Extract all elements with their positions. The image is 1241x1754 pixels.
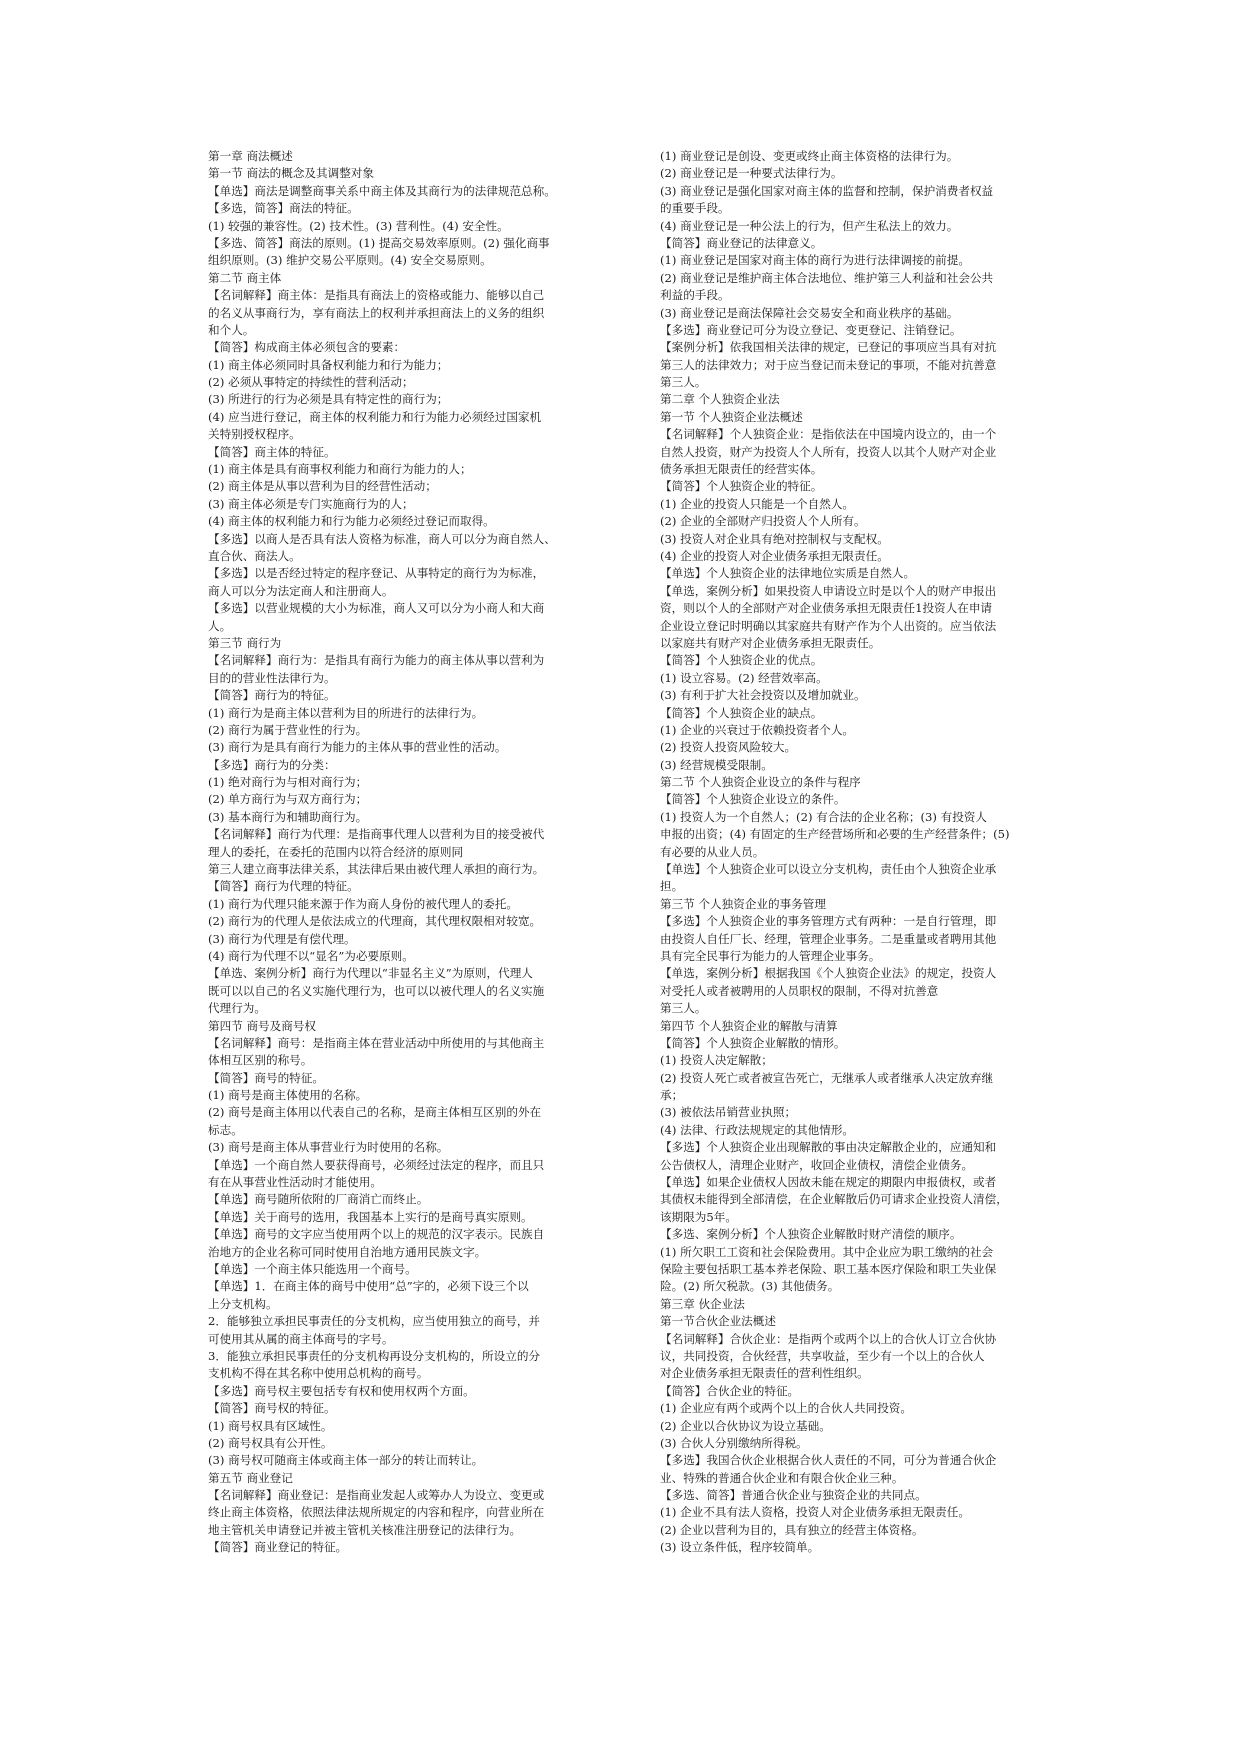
text-line: 【多选】以商人是否具有法人资格为标准，商人可以分为商自然人、 bbox=[208, 531, 556, 546]
text-line: (4) 法律、行政法规规定的其他情形。 bbox=[660, 1122, 855, 1137]
text-line: 【简答】个人独资企业设立的条件。 bbox=[660, 792, 846, 807]
text-line: (2) 商行为的代理人是依法成立的代理商，其代理权限相对较宽。 bbox=[208, 914, 542, 929]
text-line: (1) 商行为是商主体以营利为目的所进行的法律行为。 bbox=[208, 705, 484, 720]
text-line: (2) 投资人死亡或者被宣告死亡，无继承人或者继承人决定放弃继 bbox=[660, 1070, 994, 1085]
text-line: 承； bbox=[660, 1088, 684, 1103]
text-line: 【多选】我国合伙企业根据合伙人责任的不同，可分为普通合伙企 bbox=[660, 1453, 997, 1468]
text-line: 【简答】个人独资企业解散的情形。 bbox=[660, 1035, 846, 1050]
text-line: 有在从事营业性活动时才能使用。 bbox=[208, 1175, 382, 1190]
text-line: (4) 商行为代理不以“显名”为必要原则。 bbox=[208, 948, 414, 963]
text-line: 地主管机关申请登记并被主管机关核准注册登记的法律行为。 bbox=[208, 1522, 522, 1537]
text-line: 【案例分析】依我国相关法律的规定，已登记的事项应当具有对抗 bbox=[660, 340, 997, 355]
text-line: 第三人。 bbox=[660, 375, 707, 390]
text-line: (1) 商行为代理只能来源于作为商人身份的被代理人的委托。 bbox=[208, 896, 518, 911]
text-line: (1) 商业登记是国家对商主体的商行为进行法律调接的前提。 bbox=[660, 253, 970, 268]
text-line: (1) 商号是商主体使用的名称。 bbox=[208, 1088, 368, 1103]
text-line: 以家庭共有财产对企业债务承担无限责任。 bbox=[660, 635, 881, 650]
text-line: 的重要手段。 bbox=[660, 201, 730, 216]
text-line: 具有完全民事行为能力的人管理企业事务。 bbox=[660, 948, 881, 963]
text-line: 2．能够独立承担民事责任的分支机构，应当使用独立的商号，并 bbox=[208, 1314, 541, 1329]
text-line: 债务承担无限责任的经营实体。 bbox=[660, 462, 823, 477]
text-line: (4) 企业的投资人对企业债务承担无限责任。 bbox=[660, 548, 889, 563]
text-line: 【简答】商行为代理的特征。 bbox=[208, 879, 359, 894]
text-line: (3) 商号权可随商主体或商主体一部分的转让而转让。 bbox=[208, 1453, 484, 1468]
text-line: 对受托人或者被聘用的人员职权的限制，不得对抗善意 bbox=[660, 983, 939, 998]
text-line: (3) 商行为代理是有偿代理。 bbox=[208, 931, 356, 946]
text-line: 业、特殊的普通合伙企业和有限合伙企业三种。 bbox=[660, 1470, 904, 1485]
text-line: (1) 企业不具有法人资格，投资人对企业债务承担无限责任。 bbox=[660, 1505, 970, 1520]
text-line: 保险主要包括职工基本养老保险、职工基本医疗保险和职工失业保 bbox=[660, 1262, 997, 1276]
text-line: 理人的委托，在委托的范围内以符合经济的原则同 bbox=[208, 844, 464, 859]
text-line: (1) 较强的兼容性。(2) 技术性。(3) 营利性。(4) 安全性。 bbox=[208, 218, 509, 233]
text-line: 该期限为5年。 bbox=[660, 1209, 737, 1224]
text-line: 组织原则。(3) 维护交易公平原则。(4) 安全交易原则。 bbox=[208, 253, 492, 268]
text-line: 【多选，简答】商法的特征。 bbox=[208, 201, 359, 216]
text-line: (2) 商号权具有公开性。 bbox=[208, 1435, 333, 1450]
text-line: 标志。 bbox=[208, 1122, 243, 1137]
text-line: 【多选】个人独资企业的事务管理方式有两种：一是自行管理，即 bbox=[660, 914, 997, 929]
text-line: 【多选】个人独资企业出现解散的事由决定解散企业的，应通知和 bbox=[660, 1140, 997, 1155]
text-line: 【多选、简答】普通合伙企业与独资企业的共同点。 bbox=[660, 1488, 927, 1503]
text-line: 关特别授权程序。 bbox=[208, 427, 301, 442]
text-line: (3) 合伙人分别缴纳所得税。 bbox=[660, 1435, 808, 1450]
text-line: (1) 商业登记是创设、变更或终止商主体资格的法律行为。 bbox=[660, 149, 959, 163]
text-line: (2) 商行为属于营业性的行为。 bbox=[208, 722, 368, 737]
text-line: 申报的出资；(4) 有固定的生产经营场所和必要的生产经营条件；(5) bbox=[660, 827, 1010, 842]
text-line: (1) 商主体必须同时具备权利能力和行为能力； bbox=[208, 357, 449, 372]
text-line: 第一节合伙企业法概述 bbox=[660, 1314, 776, 1329]
text-line: 3．能独立承担民事责任的分支机构再设分支机构的，所设立的分 bbox=[208, 1348, 541, 1363]
text-line: (1) 所欠职工工资和社会保险费用。其中企业应为职工缴纳的社会 bbox=[660, 1244, 994, 1259]
text-line: 企业设立登记时明确以其家庭共有财产作为个人出资的。应当依法 bbox=[660, 618, 997, 633]
text-line: 【单选】如果企业债权人因故未能在规定的期限内申报债权，或者 bbox=[660, 1175, 997, 1190]
text-line: 【单选，案例分析】根据我国《个人独资企业法》的规定，投资人 bbox=[660, 966, 997, 981]
text-line: 第三节 商行为 bbox=[208, 635, 282, 650]
text-line: (2) 商业登记是一种要式法律行为。 bbox=[660, 166, 843, 181]
text-line: 【多选、简答】商法的原则。(1) 提高交易效率原则。(2) 强化商事 bbox=[208, 235, 550, 250]
text-line: (4) 应当进行登记，商主体的权利能力和行为能力必须经过国家机 bbox=[208, 409, 542, 424]
text-line: 第三人的法律效力；对于应当登记而未登记的事项，不能对抗善意 bbox=[660, 357, 997, 372]
text-line: 目的的营业性法律行为。 bbox=[208, 670, 336, 685]
text-line: (1) 企业应有两个或两个以上的合伙人共同投资。 bbox=[660, 1401, 912, 1416]
text-line: 第一节 商法的概念及其调整对象 bbox=[208, 166, 374, 181]
text-line: 治地方的企业名称可同时使用自治地方通用民族文字。 bbox=[208, 1244, 487, 1259]
text-line: 【单选、案例分析】商行为代理以“非显名主义”为原则，代理人 bbox=[208, 966, 533, 981]
text-line: 自然人投资，财产为投资人个人所有，投资人以其个人财产对企业 bbox=[660, 444, 997, 459]
text-line: 第二章 个人独资企业法 bbox=[660, 392, 780, 407]
text-line: 【多选】以营业规模的大小为标准，商人又可以分为小商人和大商 bbox=[208, 601, 545, 616]
text-line: (3) 投资人对企业具有绝对控制权与支配权。 bbox=[660, 531, 889, 546]
text-line: 第二节 个人独资企业设立的条件与程序 bbox=[660, 775, 861, 790]
text-line: 担。 bbox=[660, 879, 684, 894]
text-line: (4) 商业登记是一种公法上的行为，但产生私法上的效力。 bbox=[660, 218, 959, 233]
text-line: 资，则以个人的全部财产对企业债务承担无限责任1投资人在申请 bbox=[660, 601, 993, 616]
text-line: 【简答】个人独资企业的特征。 bbox=[660, 479, 823, 494]
text-line: (1) 投资人决定解散； bbox=[660, 1053, 773, 1068]
text-line: 【单选】一个商自然人要获得商号，必须经过法定的程序，而且只 bbox=[208, 1157, 545, 1172]
text-line: 的名义从事商行为，享有商法上的权利并承担商法上的义务的组织 bbox=[208, 305, 545, 320]
text-line: (1) 投资人为一个自然人；(2) 有合法的企业名称；(3) 有投资人 bbox=[660, 809, 987, 824]
text-line: (1) 绝对商行为与相对商行为； bbox=[208, 775, 368, 790]
text-line: 第三章 伙企业法 bbox=[660, 1296, 745, 1311]
text-line: (3) 商业登记是强化国家对商主体的监督和控制，保护消费者权益 bbox=[660, 183, 994, 198]
left-text-column bbox=[208, 148, 626, 1557]
text-line: 上分支机构。 bbox=[208, 1296, 278, 1311]
text-line: 其债权未能得到全部清偿，在企业解散后仍可请求企业投资人清偿， bbox=[660, 1192, 1008, 1207]
text-line: 【单选】1．在商主体的商号中使用“总”字的，必须下设三个以 bbox=[208, 1279, 529, 1294]
text-line: (3) 被依法吊销营业执照； bbox=[660, 1105, 797, 1120]
text-line: 【多选】商行为的分类： bbox=[208, 757, 336, 772]
text-line: 【简答】商行为的特征。 bbox=[208, 688, 336, 703]
text-line: 【简答】商业登记的法律意义。 bbox=[660, 235, 823, 250]
text-line: 第二节 商主体 bbox=[208, 270, 282, 285]
text-line: 【简答】商号权的特征。 bbox=[208, 1401, 336, 1416]
text-line: 【简答】合伙企业的特征。 bbox=[660, 1383, 800, 1398]
text-line: (2) 投资人投资风险较大。 bbox=[660, 740, 797, 755]
text-line: 【多选】商号权主要包括专有权和使用权两个方面。 bbox=[208, 1383, 475, 1398]
text-line: 【单选】商法是调整商事关系中商主体及其商行为的法律规范总称。 bbox=[208, 183, 556, 198]
text-line: 【简答】商业登记的特征。 bbox=[208, 1540, 348, 1555]
text-line: 第三人。 bbox=[660, 1001, 707, 1016]
text-line: 【简答】个人独资企业的缺点。 bbox=[660, 705, 823, 720]
text-line: 【单选】商号的文字应当使用两个以上的规范的汉字表示。民族自 bbox=[208, 1227, 545, 1242]
text-line: 第四节 个人独资企业的解散与清算 bbox=[660, 1018, 838, 1033]
text-line: 第三人建立商事法律关系，其法律后果由被代理人承担的商行为。 bbox=[208, 862, 545, 877]
text-line: (2) 单方商行为与双方商行为； bbox=[208, 792, 368, 807]
text-line: (2) 企业以营利为目的，具有独立的经营主体资格。 bbox=[660, 1522, 924, 1537]
text-line: (2) 企业以合伙协议为设立基础。 bbox=[660, 1418, 831, 1433]
text-line: (3) 商行为是具有商行为能力的主体从事的营业性的活动。 bbox=[208, 740, 507, 755]
text-line: 【单选】个人独资企业的法律地位实质是自然人。 bbox=[660, 566, 916, 581]
text-line: (1) 企业的投资人只能是一个自然人。 bbox=[660, 496, 855, 511]
text-line: 【单选，案例分析】如果投资人申请设立时是以个人的财产申报出 bbox=[660, 583, 997, 598]
text-line: (2) 企业的全部财产归投资人个人所有。 bbox=[660, 514, 866, 529]
text-line: 体相互区别的称号。 bbox=[208, 1053, 313, 1068]
text-line: (4) 商主体的权利能力和行为能力必须经过登记而取得。 bbox=[208, 514, 495, 529]
text-line: 【单选】个人独资企业可以设立分支机构，责任由个人独资企业承 bbox=[660, 862, 997, 877]
text-line: 既可以以自己的名义实施代理行为，也可以以被代理人的名义实施 bbox=[208, 983, 545, 998]
text-line: 【名词解释】合伙企业：是指两个或两个以上的合伙人订立合伙协 bbox=[660, 1331, 997, 1346]
text-line: (1) 企业的兴衰过于依赖投资者个人。 bbox=[660, 722, 855, 737]
text-line: 直合伙、商法人。 bbox=[208, 548, 301, 563]
text-line: 第四节 商号及商号权 bbox=[208, 1018, 317, 1033]
text-line: 公告债权人，清理企业财产，收回企业债权，清偿企业债务。 bbox=[660, 1157, 974, 1172]
text-line: 第一节 个人独资企业法概述 bbox=[660, 409, 803, 424]
text-line: 支机构不得在其名称中使用总机构的商号。 bbox=[208, 1366, 429, 1381]
right-text-column bbox=[660, 148, 1078, 1557]
text-line: 【单选】关于商号的选用，我国基本上实行的是商号真实原则。 bbox=[208, 1209, 533, 1224]
text-line: 【简答】商主体的特征。 bbox=[208, 444, 336, 459]
text-line: 【简答】商号的特征。 bbox=[208, 1070, 324, 1085]
text-line: (2) 商业登记是维护商主体合法地位、维护第三人利益和社会公共 bbox=[660, 270, 994, 285]
text-line: 【名词解释】商行为代理：是指商事代理人以营利为目的接受被代 bbox=[208, 827, 545, 842]
text-line: 【名词解释】商行为：是指具有商行为能力的商主体从事以营利为 bbox=[208, 653, 545, 668]
text-line: (3) 有利于扩大社会投资以及增加就业。 bbox=[660, 688, 866, 703]
text-line: 【名词解释】商主体：是指具有商法上的资格或能力、能够以自己 bbox=[208, 288, 545, 303]
text-line: (3) 商业登记是商法保障社会交易安全和商业秩序的基础。 bbox=[660, 305, 959, 320]
text-line: (2) 商号是商主体用以代表自己的名称，是商主体相互区别的外在 bbox=[208, 1105, 542, 1120]
text-line: 【单选】商号随所依附的厂商消亡而终止。 bbox=[208, 1192, 429, 1207]
text-line: (2) 必须从事特定的持续性的营利活动； bbox=[208, 375, 414, 390]
text-line: 第三节 个人独资企业的事务管理 bbox=[660, 896, 826, 911]
text-line: (1) 设立容易。(2) 经营效率高。 bbox=[660, 670, 828, 685]
text-line: (3) 商主体必须是专门实施商行为的人； bbox=[208, 496, 414, 511]
text-line: (1) 商号权具有区域性。 bbox=[208, 1418, 333, 1433]
text-line: (1) 商主体是具有商事权利能力和商行为能力的人； bbox=[208, 462, 472, 477]
text-line: 议，共同投资，合伙经营，共享收益，至少有一个以上的合伙人 bbox=[660, 1348, 985, 1363]
text-line: (3) 设立条件低，程序较简单。 bbox=[660, 1540, 820, 1555]
text-line: 有必要的从业人员。 bbox=[660, 844, 765, 859]
text-line: (3) 商号是商主体从事营业行为时使用的名称。 bbox=[208, 1140, 449, 1155]
text-line: (3) 经营规模受限制。 bbox=[660, 757, 773, 772]
text-line: 【名词解释】个人独资企业：是指依法在中国境内设立的，由一个 bbox=[660, 427, 997, 442]
text-line: 【名词解释】商业登记：是指商业发起人或筹办人为设立、变更或 bbox=[208, 1488, 545, 1503]
text-line: 代理行为。 bbox=[208, 1001, 266, 1016]
text-line: (3) 基本商行为和辅助商行为。 bbox=[208, 809, 368, 824]
text-line: 【名词解释】商号：是指商主体在营业活动中所使用的与其他商主 bbox=[208, 1035, 545, 1050]
text-line: 【多选、案例分析】个人独资企业解散时财产清偿的顺序。 bbox=[660, 1227, 962, 1242]
text-line: 【多选】商业登记可分为设立登记、变更登记、注销登记。 bbox=[660, 322, 962, 337]
text-line: 第五节 商业登记 bbox=[208, 1470, 293, 1485]
text-line: 商人可以分为法定商人和注册商人。 bbox=[208, 583, 394, 598]
text-line: (2) 商主体是从事以营利为目的经营性活动； bbox=[208, 479, 437, 494]
text-line: 人。 bbox=[208, 618, 232, 633]
text-line: 和个人。 bbox=[208, 322, 255, 337]
text-line: 对企业债务承担无限责任的营利性组织。 bbox=[660, 1366, 869, 1381]
text-line: 利益的手段。 bbox=[660, 288, 730, 303]
text-line: 【单选】一个商主体只能选用一个商号。 bbox=[208, 1262, 417, 1276]
text-line: 【简答】构成商主体必须包含的要素： bbox=[208, 340, 406, 355]
text-line: 第一章 商法概述 bbox=[208, 149, 293, 163]
text-line: 由投资人自任厂长、经理，管理企业事务。二是重量或者聘用其他 bbox=[660, 931, 997, 946]
text-line: 【多选】以是否经过特定的程序登记、从事特定的商行为为标准， bbox=[208, 566, 545, 581]
text-line: 险。(2) 所欠税款。(3) 其他债务。 bbox=[660, 1279, 840, 1294]
text-line: 可使用其从属的商主体商号的字号。 bbox=[208, 1331, 394, 1346]
text-line: (3) 所进行的行为必须是具有特定性的商行为； bbox=[208, 392, 449, 407]
text-line: 终止商主体资格，依照法律法规所规定的内容和程序，向营业所在 bbox=[208, 1505, 545, 1520]
text-line: 【简答】个人独资企业的优点。 bbox=[660, 653, 823, 668]
